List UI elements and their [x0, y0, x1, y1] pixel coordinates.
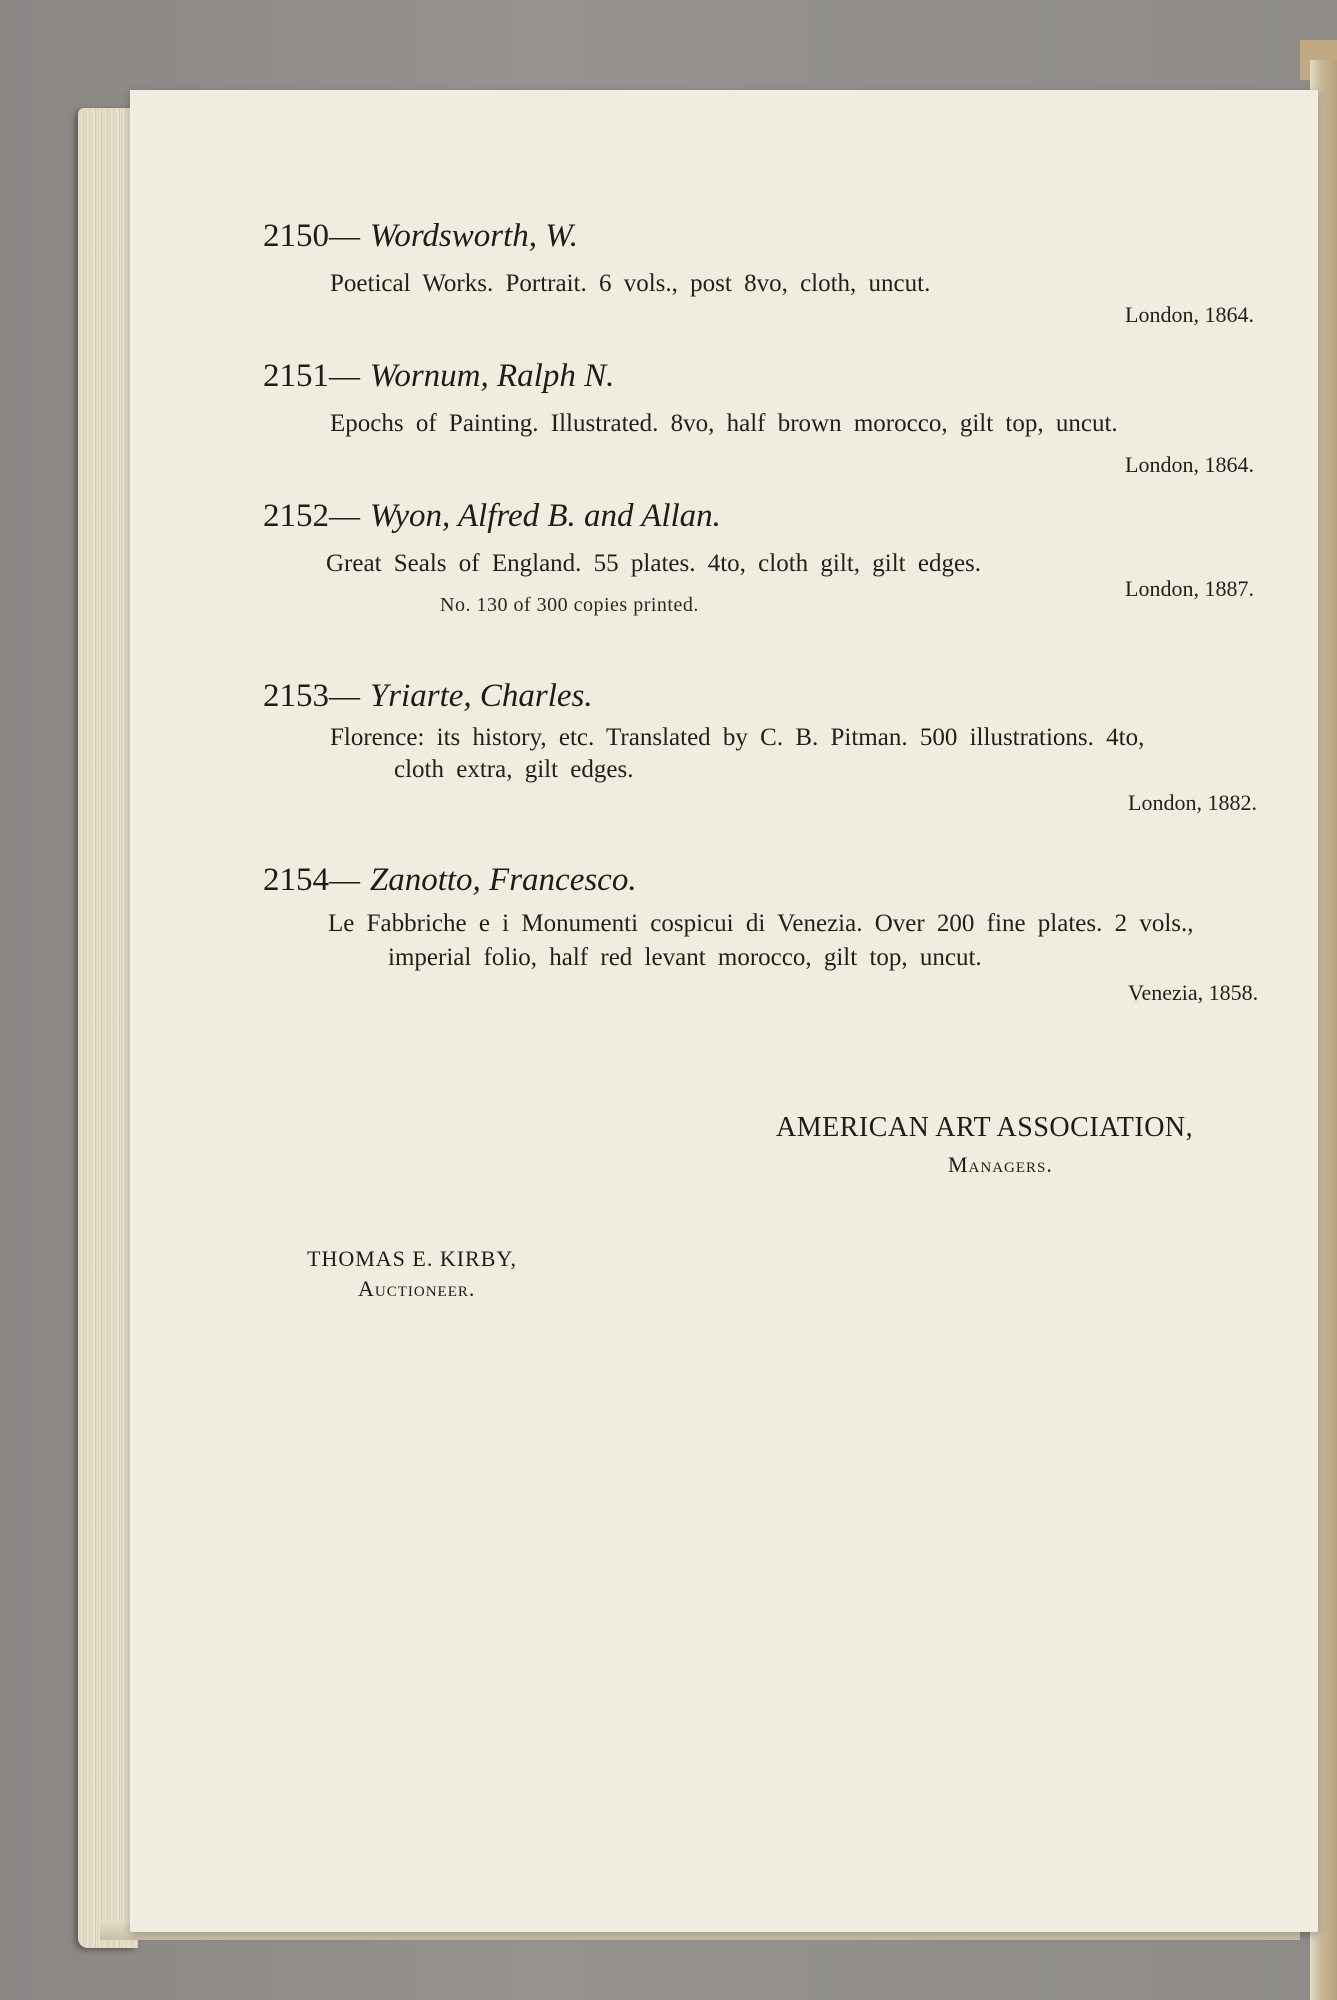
entry-description: Great Seals of England. 55 plates. 4to, cloth gilt, gilt edges.	[326, 550, 982, 577]
entry-imprint: London, 1882.	[1128, 790, 1257, 815]
entry-imprint: London, 1864.	[1125, 302, 1254, 327]
entry-description: Poetical Works. Portrait. 6 vols., post 8vo, cloth, uncut.	[330, 270, 931, 297]
lot-number: 2151	[263, 358, 329, 394]
managers-organization: AMERICAN ART ASSOCIATION,	[776, 1112, 1194, 1143]
entry-description-continued: imperial folio, half red levant morocco, gilt top, uncut.	[388, 944, 982, 971]
entry-imprint: London, 1887.	[1125, 576, 1254, 601]
entry-description: Florence: its history, etc. Translated by C. B. Pitman. 500 illustrations. 4to,	[330, 724, 1145, 751]
entry-description-continued: cloth extra, gilt edges.	[394, 756, 634, 783]
entry-description: Epochs of Painting. Illustrated. 8vo, half brown morocco, gilt top, uncut.	[330, 410, 1118, 437]
lot-number: 2154	[263, 862, 329, 898]
catalogue-page	[130, 90, 1318, 1932]
auctioneer-name: THOMAS E. KIRBY,	[307, 1246, 517, 1271]
page-stack-edge	[78, 108, 138, 1948]
author-name: Zanotto, Francesco.	[369, 862, 637, 898]
entry-description: Le Fabbriche e i Monumenti cospicui di Venezia. Over 200 fine plates. 2 vols.,	[328, 910, 1194, 937]
dash: —	[329, 862, 360, 897]
entry-heading	[263, 218, 578, 255]
auctioneer-role: Auctioneer.	[358, 1276, 476, 1301]
dash: —	[329, 678, 360, 713]
entry-heading	[263, 678, 593, 715]
author-name: Wornum, Ralph N.	[369, 358, 615, 394]
entry-note: No. 130 of 300 copies printed.	[440, 594, 699, 616]
entry-heading	[263, 358, 614, 395]
lot-number: 2152	[263, 498, 329, 534]
dash: —	[329, 218, 360, 253]
lot-number: 2150	[263, 218, 329, 254]
managers-role: Managers.	[948, 1152, 1053, 1177]
entry-heading	[263, 498, 721, 535]
entry-heading	[263, 862, 637, 899]
author-name: Wyon, Alfred B. and Allan.	[369, 498, 721, 534]
author-name: Wordsworth, W.	[369, 218, 579, 254]
dash: —	[329, 498, 360, 533]
dash: —	[329, 358, 360, 393]
entry-imprint: Venezia, 1858.	[1128, 980, 1259, 1005]
author-name: Yriarte, Charles.	[369, 678, 593, 714]
lot-number: 2153	[263, 678, 329, 714]
entry-imprint: London, 1864.	[1125, 452, 1254, 477]
